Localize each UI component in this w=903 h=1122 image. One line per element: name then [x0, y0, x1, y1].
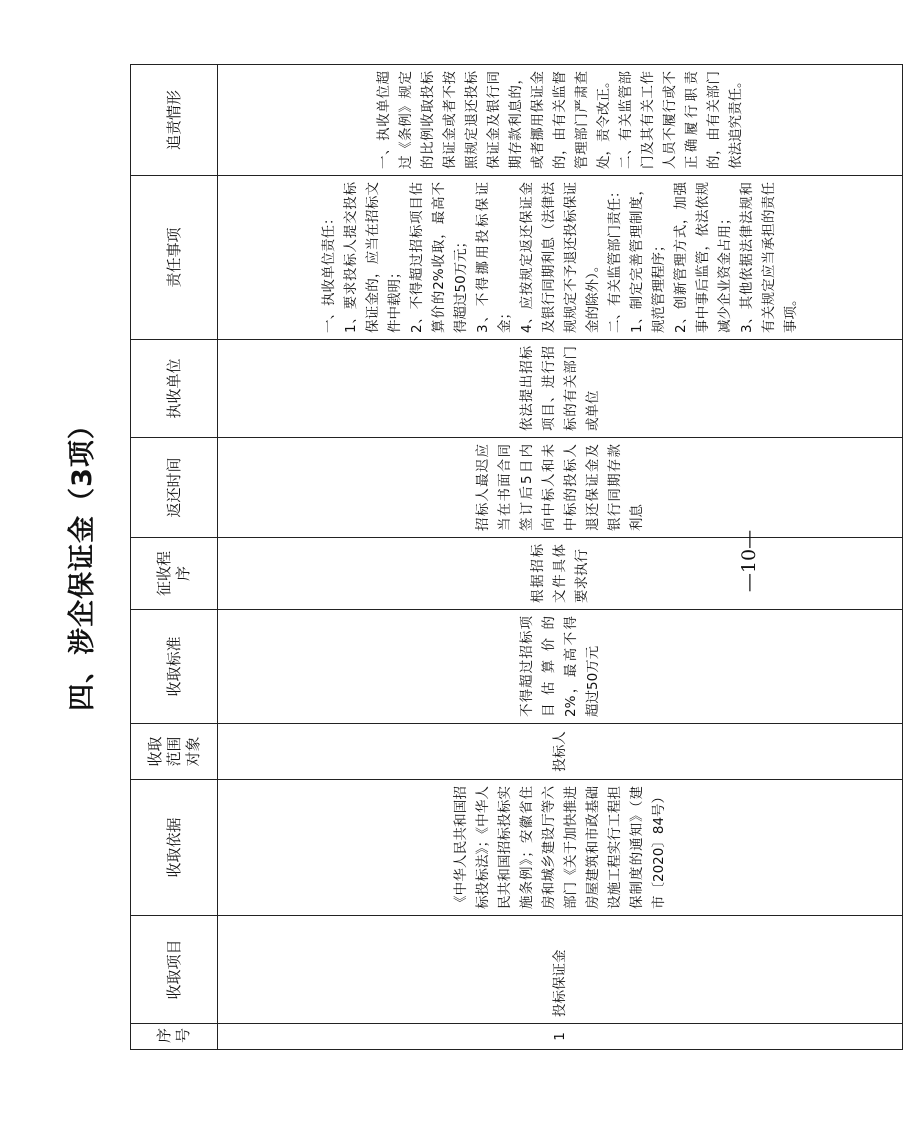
header-return-time: 返还时间: [131, 438, 218, 538]
responsibility-line: 4、应按规定返还保证金及银行同期利息（法律法规规定不予退还投标保证金的除外）。: [519, 182, 601, 333]
cell-no: 1: [218, 1024, 903, 1050]
cell-return-time: 招标人最迟应当在书面合同签订后5日内向中标人和未中标的投标人退还保证金及银行同期存款利息: [218, 438, 903, 538]
responsibility-line: 2、不得超过招标项目估算价的2%收取，最高不得超过50万元；: [409, 182, 469, 333]
responsibility-line: 2、创新管理方式，加强事中事后监管，依法依规减少企业资金占用；: [673, 182, 733, 333]
header-accountability: 追责情形: [131, 65, 218, 176]
table-row: [218, 65, 903, 1050]
header-basis: 收取依据: [131, 780, 218, 916]
cell-standard: 不得超过招标项目估算价的2%，最高不得超过50万元: [218, 610, 903, 724]
responsibility-line: 3、不得挪用投标保证金；: [475, 182, 513, 333]
table-header-row: [131, 65, 218, 1050]
cell-basis: 《中华人民共和国招标投标法》；《中华人民共和国招标投标实施条例》；安徽省住房和城乡建设厅等六部门《关于加快推进房屋建筑和市政基础设施工程实行工程担保制度的通知》（建市〔2020〕84号）: [218, 780, 903, 916]
accountability-line: 二、有关监管部门及其有关工作人员不履行或不正确履行职责的，由有关部门依法追究责任。: [618, 71, 744, 169]
header-scope: 收取范围对象: [131, 724, 218, 780]
header-procedure: 征收程序: [131, 538, 218, 610]
cell-procedure: 根据招标文件具体要求执行: [218, 538, 903, 610]
responsibility-line: 1、制定完善管理制度，规范管理程序；: [629, 182, 667, 333]
cell-collector: 依法提出招标项目、进行招标的有关部门或单位: [218, 340, 903, 438]
responsibility-line: 一、执收单位责任：: [321, 211, 337, 333]
header-collector: 执收单位: [131, 340, 218, 438]
cell-item: 投标保证金: [218, 916, 903, 1024]
cell-responsibility: [218, 176, 903, 340]
header-responsibility: 责任事项: [131, 176, 218, 340]
cell-scope: 投标人: [218, 724, 903, 780]
accountability-line: 一、执收单位超过《条例》规定的比例收取投标保证金或者不按照规定退还投标保证金及银行同期存款利息的，或者挪用保证金的，由有关监督管理部门严肃查处，责令改正。: [376, 71, 612, 169]
cell-accountability: [218, 65, 903, 176]
header-standard: 收取标准: [131, 610, 218, 724]
responsibility-line: 二、有关监管部门责任：: [607, 184, 623, 333]
responsibility-line: 1、要求投标人提交投标保证金的，应当在招标文件中载明；: [343, 182, 403, 333]
header-no: 序号: [131, 1024, 218, 1050]
page-number: —10—: [738, 529, 760, 593]
section-title: 四、涉企保证金（3项）: [67, 411, 98, 711]
responsibility-line: 3、其他依据法律法规和有关规定应当承担的责任事项。: [739, 182, 799, 333]
header-item: 收取项目: [131, 916, 218, 1024]
fee-table: [130, 64, 903, 1050]
